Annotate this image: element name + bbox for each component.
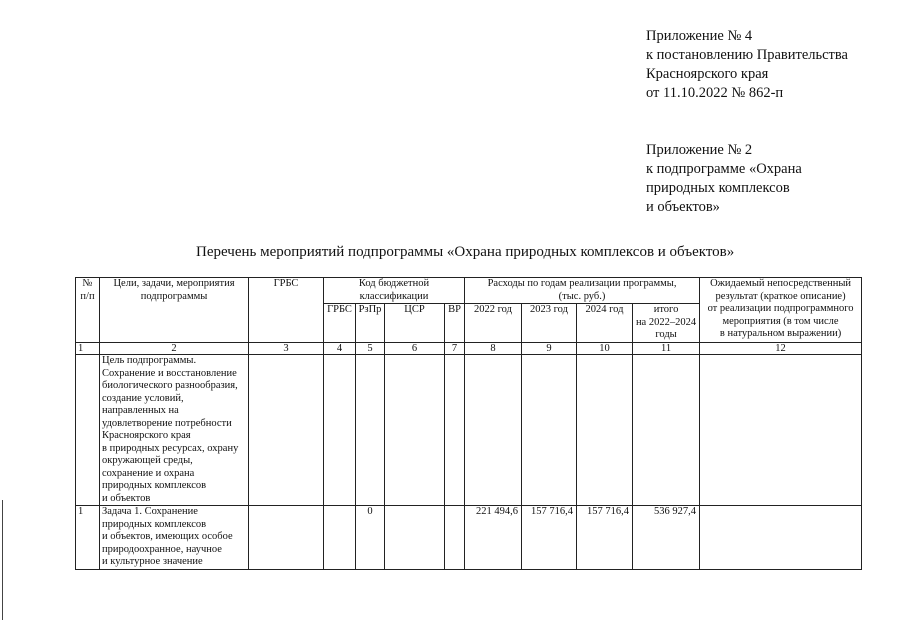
column-number: 12 bbox=[700, 343, 862, 355]
header-code-vr: ВР bbox=[445, 304, 465, 343]
column-number-row bbox=[76, 343, 862, 355]
column-number: 3 bbox=[249, 343, 324, 355]
header-code-rzpr: РзПр bbox=[356, 304, 385, 343]
cell-2023: 157 716,4 bbox=[522, 506, 577, 570]
cell-goal-text: Цель подпрограммы. Сохранение и восстановление биологического разнообразия, создание условий, направленных на удовлетворение потребности Красноярского края в природных ресурсах, охрану окружающей среды, сохранение и охрана природных комплексов и объектов bbox=[100, 355, 249, 506]
cell-code-rzpr bbox=[356, 355, 385, 506]
header-year-2022: 2022 год bbox=[465, 304, 522, 343]
cell-result bbox=[700, 355, 862, 506]
header-goals: Цели, задачи, мероприятия подпрограммы bbox=[100, 278, 249, 343]
header-total: итого на 2022–2024 годы bbox=[633, 304, 700, 343]
header-budget-code: Код бюджетной классификации bbox=[324, 278, 465, 304]
cell-task-text: Задача 1. Сохранение природных комплексов и объектов, имеющих особое природоохранное, научное и культурное значение bbox=[100, 506, 249, 570]
header-result: Ожидаемый непосредственный результат (краткое описание) от реализации подпрограммного мероприятия (в том числе в натуральном выражении) bbox=[700, 278, 862, 343]
cell-2022: 221 494,6 bbox=[465, 506, 522, 570]
header-year-2023: 2023 год bbox=[522, 304, 577, 343]
annex-block-main bbox=[646, 27, 848, 103]
annex-line: к постановлению Правительства bbox=[646, 47, 848, 63]
table-row-goal bbox=[76, 355, 862, 506]
cell-code-grbs bbox=[324, 506, 356, 570]
column-number: 7 bbox=[445, 343, 465, 355]
header-code-csr: ЦСР bbox=[385, 304, 445, 343]
header-row bbox=[76, 278, 862, 304]
column-number: 1 bbox=[76, 343, 100, 355]
cell-code-csr bbox=[385, 506, 445, 570]
table-row-task bbox=[76, 506, 862, 570]
cell-code-grbs bbox=[324, 355, 356, 506]
document-title: Перечень мероприятий подпрограммы «Охрана природных комплексов и объектов» bbox=[196, 244, 735, 260]
annex-line: к подпрограмме «Охрана bbox=[646, 161, 802, 177]
cell-2024 bbox=[577, 355, 633, 506]
annex-line: Приложение № 4 bbox=[646, 28, 753, 44]
annex-line: и объектов» bbox=[646, 199, 720, 215]
cell-total: 536 927,4 bbox=[633, 506, 700, 570]
annex-line: от 11.10.2022 № 862-п bbox=[646, 85, 784, 101]
column-number: 11 bbox=[633, 343, 700, 355]
cell-code-vr bbox=[445, 355, 465, 506]
header-num: № п/п bbox=[76, 278, 100, 343]
cell-result bbox=[700, 506, 862, 570]
column-number: 10 bbox=[577, 343, 633, 355]
cell-total bbox=[633, 355, 700, 506]
cell-2022 bbox=[465, 355, 522, 506]
header-expenses: Расходы по годам реализации программы, (тыс. руб.) bbox=[465, 278, 700, 304]
column-number: 9 bbox=[522, 343, 577, 355]
column-number: 8 bbox=[465, 343, 522, 355]
annex-line: Красноярского края bbox=[646, 66, 769, 82]
cell-code-vr bbox=[445, 506, 465, 570]
cell-num bbox=[76, 355, 100, 506]
cell-code-csr bbox=[385, 355, 445, 506]
scan-margin-line bbox=[2, 500, 3, 620]
cell-code-rzpr: 0 bbox=[356, 506, 385, 570]
cell-2023 bbox=[522, 355, 577, 506]
cell-grbs bbox=[249, 355, 324, 506]
header-grbs: ГРБС bbox=[249, 278, 324, 343]
cell-grbs bbox=[249, 506, 324, 570]
measures-table bbox=[75, 277, 862, 570]
header-code-grbs: ГРБС bbox=[324, 304, 356, 343]
cell-num: 1 bbox=[76, 506, 100, 570]
column-number: 4 bbox=[324, 343, 356, 355]
header-year-2024: 2024 год bbox=[577, 304, 633, 343]
annex-block-sub bbox=[646, 141, 802, 217]
annex-line: природных комплексов bbox=[646, 180, 790, 196]
annex-line: Приложение № 2 bbox=[646, 142, 753, 158]
column-number: 2 bbox=[100, 343, 249, 355]
column-number: 5 bbox=[356, 343, 385, 355]
column-number: 6 bbox=[385, 343, 445, 355]
cell-2024: 157 716,4 bbox=[577, 506, 633, 570]
